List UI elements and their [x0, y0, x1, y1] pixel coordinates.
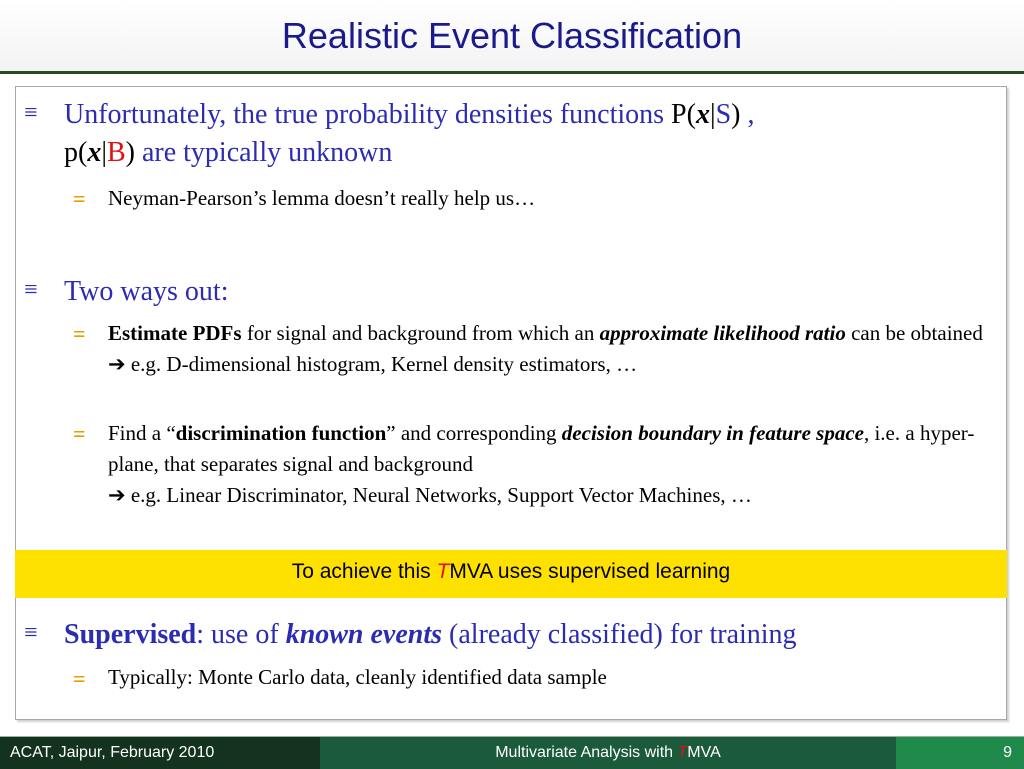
pdf-background-open: p( [64, 137, 88, 168]
footer-center-before: Multivariate Analysis with [495, 744, 678, 761]
bullet-2-text: Two ways out: [64, 276, 229, 307]
bullet-3-end: (already classified) for training [442, 619, 797, 650]
bullet-1-text [64, 96, 994, 172]
sub-bullet-2-2-mid: ” and corresponding [386, 421, 562, 445]
bullet-1-part-a: Unfortunately, the true probability densities functions [64, 99, 672, 130]
approximate-likelihood-ratio: approximate likelihood ratio [599, 321, 846, 345]
known-events-phrase: known events [285, 619, 443, 650]
bullet-1-part-b: are typically unknown [134, 137, 393, 168]
banner-tmva-t: T [436, 560, 450, 583]
pdf-background-close: ) [125, 137, 135, 168]
sub-bullet-3-1-text: Typically: Monte Carlo data, cleanly identified data sample [108, 665, 607, 689]
footer-event-label: ACAT, Jaipur, February 2010 [10, 744, 215, 761]
sub-bullet-2-1-text [108, 318, 988, 380]
pdf-signal-s: S [715, 99, 732, 130]
bullet-2-icon: ≡ [24, 277, 38, 303]
supervised-bold: Supervised [64, 619, 197, 650]
sub-bullet-2-1-mid: for signal and background from which an [241, 321, 600, 345]
footer-right [896, 737, 1024, 769]
slide-title: Realistic Event Classification [281, 15, 743, 56]
discrimination-function-bold: discrimination function [175, 421, 387, 445]
bullet-3-text [64, 616, 994, 654]
bullet-1-comma: , [740, 99, 755, 130]
banner-before: To achieve this [291, 560, 437, 583]
bullet-1-icon: ≡ [24, 100, 38, 126]
footer [0, 736, 1024, 769]
footer-center-after: MVA [687, 744, 721, 761]
banner-text [15, 560, 1007, 584]
estimate-pdfs-bold: Estimate PDFs [108, 321, 242, 345]
sub-bullet-2-1-example: e.g. D-dimensional histogram, Kernel density estimators, … [125, 352, 638, 376]
highlight-banner [15, 550, 1007, 598]
decision-boundary-phrase: decision boundary in feature space [561, 421, 864, 445]
footer-center [320, 737, 896, 769]
right-arrow-icon: ➔ [108, 483, 126, 507]
footer-left [0, 737, 320, 769]
sub-bullet-1-1-icon: = [73, 186, 86, 211]
pdf-background-bar: | [101, 137, 107, 168]
pdf-signal-x: x [695, 99, 710, 130]
pdf-background-x: x [87, 137, 102, 168]
banner-after: MVA uses supervised learning [449, 560, 731, 583]
bullet-3-colon: : use of [196, 619, 286, 650]
pdf-signal-open: P( [671, 99, 696, 130]
page-number: 9 [1003, 744, 1012, 761]
title-area [0, 0, 1024, 72]
right-arrow-icon: ➔ [108, 352, 126, 376]
sub-bullet-2-2-icon: = [73, 421, 86, 446]
bullet-3-icon: ≡ [24, 620, 38, 646]
footer-tmva-t: T [677, 744, 688, 761]
footer-center-text [495, 744, 721, 761]
sub-bullet-2-2-end: , i.e. a hyper-plane, that separates signal and background [108, 421, 975, 476]
sub-bullet-2-2-start: Find a “ [108, 421, 176, 445]
sub-bullet-2-1-icon: = [73, 321, 86, 346]
sub-bullet-2-2-text [108, 418, 988, 511]
sub-bullet-3-1-icon: = [73, 666, 86, 691]
pdf-background-b: B [106, 137, 126, 168]
title-divider [0, 71, 1024, 74]
sub-bullet-1-1-text: Neyman-Pearson’s lemma doesn’t really help us… [108, 186, 536, 210]
pdf-signal-bar: | [709, 99, 716, 130]
sub-bullet-2-2-example: e.g. Linear Discriminator, Neural Networks, Support Vector Machines, … [125, 483, 752, 507]
sub-bullet-2-1-end: can be obtained [845, 321, 983, 345]
pdf-signal-close: ) [731, 99, 741, 130]
